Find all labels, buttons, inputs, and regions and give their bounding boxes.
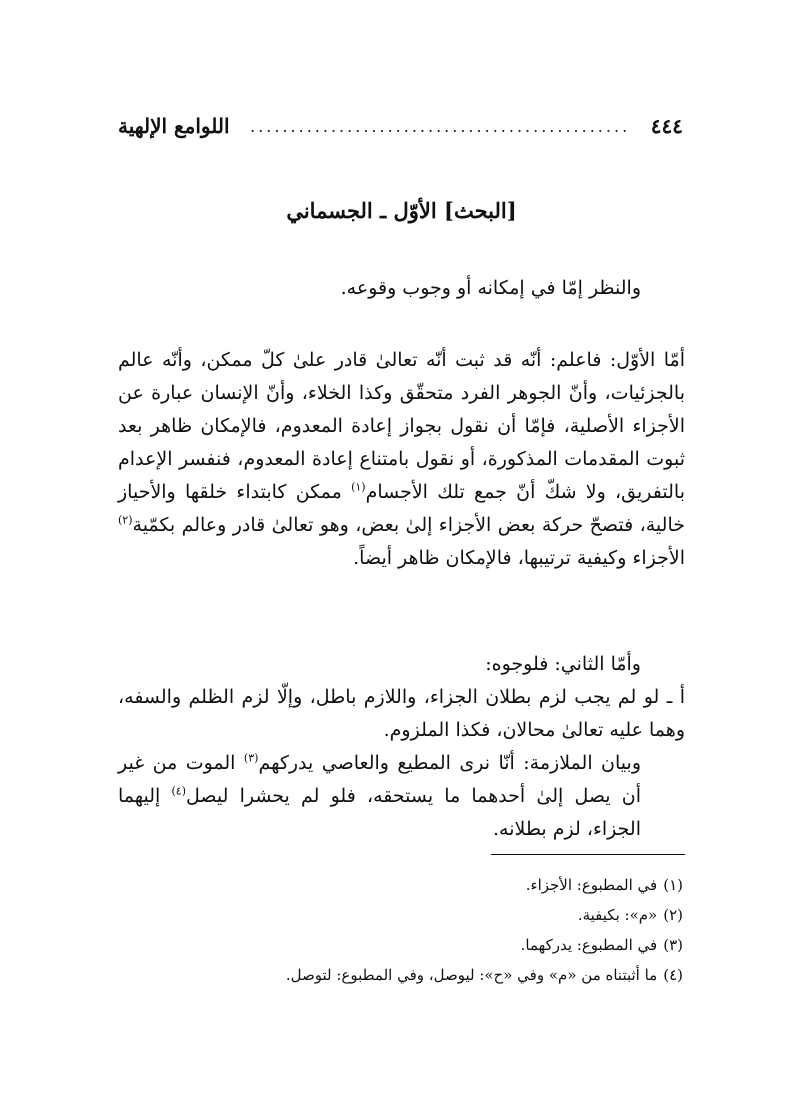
book-title: اللوامع الإلهية [118, 114, 230, 138]
footnote-number: (٢) [663, 906, 683, 924]
footnote-divider [491, 854, 685, 855]
footnote-number: (٣) [663, 936, 683, 954]
correlation-explanation [118, 747, 685, 846]
first-paragraph-text-3: الأجزاء وكيفية ترتيبها، فالإمكان ظاهر أيضاً. [353, 547, 685, 569]
footnote-number: (٤) [663, 966, 683, 984]
footnote-ref-2[interactable]: (٢) [118, 513, 133, 527]
footnote-text: في المطبوع: الأجزاء. [525, 876, 658, 894]
running-header [118, 108, 683, 144]
correlation-text-2: الموت من غير أن يصل إلىٰ أحدهما ما يستحقه، فلو لم يحشرا ليصل [118, 752, 641, 807]
footnote-ref-1[interactable]: (١) [351, 480, 366, 494]
footnotes [118, 870, 685, 990]
first-argument: أ ـ لو لم يجب لزم بطلان الجزاء، واللازم باطل، وإلّا لزم الظلم والسفه، وهما عليه تعالىٰ محالان، فكذا الملزوم. [118, 686, 685, 741]
footnote-3 [118, 930, 685, 960]
footnote-1 [118, 870, 685, 900]
second-heading-line: وأمّا الثاني: فلوجوه: [485, 653, 641, 675]
correlation-text-3: إليهما الجزاء، لزم بطلانه. [118, 785, 641, 840]
section-title: [البحث] الأوّل ـ الجسماني [286, 198, 517, 223]
correlation-text-1: وبيان الملازمة: أنّا نرى المطيع والعاصي يدركهم [258, 752, 641, 774]
footnote-text: في المطبوع: يدركهما. [520, 936, 658, 954]
intro-text: والنظر إمّا في إمكانه أو وجوب وقوعه. [340, 277, 641, 299]
footnote-4 [118, 960, 685, 990]
first-paragraph [118, 344, 685, 575]
footnote-ref-4[interactable]: (٤) [171, 784, 187, 798]
footnote-2 [118, 900, 685, 930]
footnote-text: «م»: بكيفية. [577, 906, 658, 924]
page-number: ٤٤٤ [650, 114, 683, 138]
footnote-number: (١) [663, 876, 683, 894]
header-dot-leader: ............................................... [250, 116, 631, 136]
footnote-ref-3[interactable]: (٣) [243, 751, 259, 765]
footnote-text: ما أثبتناه من «م» وفي «ح»: ليوصل، وفي المطبوع: لتوصل. [285, 966, 658, 984]
first-paragraph-text-2: ممكن كابتداء خلقها والأحياز خالية، فتصحّ حركة بعض الأجزاء إلىٰ بعض، وهو تعالىٰ قادر وعالم بكمّية [118, 481, 685, 536]
second-section [118, 648, 685, 846]
first-paragraph-text-1: أمّا الأوّل: فاعلم: أنّه قد ثبت أنّه تعالىٰ قادر علىٰ كلّ ممكن، وأنّه عالم بالجزئيات، وأنّ الجوهر الفرد متحقّق وكذا الخلاء، وأنّ الإنسان عبارة عن الأجزاء الأصلية، فإمّا أن نقول بجواز إعادة المعدوم، فالإمكان ظاهر بعد ثبوت المقدمات المذكورة، أو نقول بامتناع إعادة المعدوم، فنفسر الإعدام بالتفريق، ولا شكّ أنّ جمع تلك الأجسام [118, 349, 685, 503]
intro-paragraph [118, 272, 685, 305]
